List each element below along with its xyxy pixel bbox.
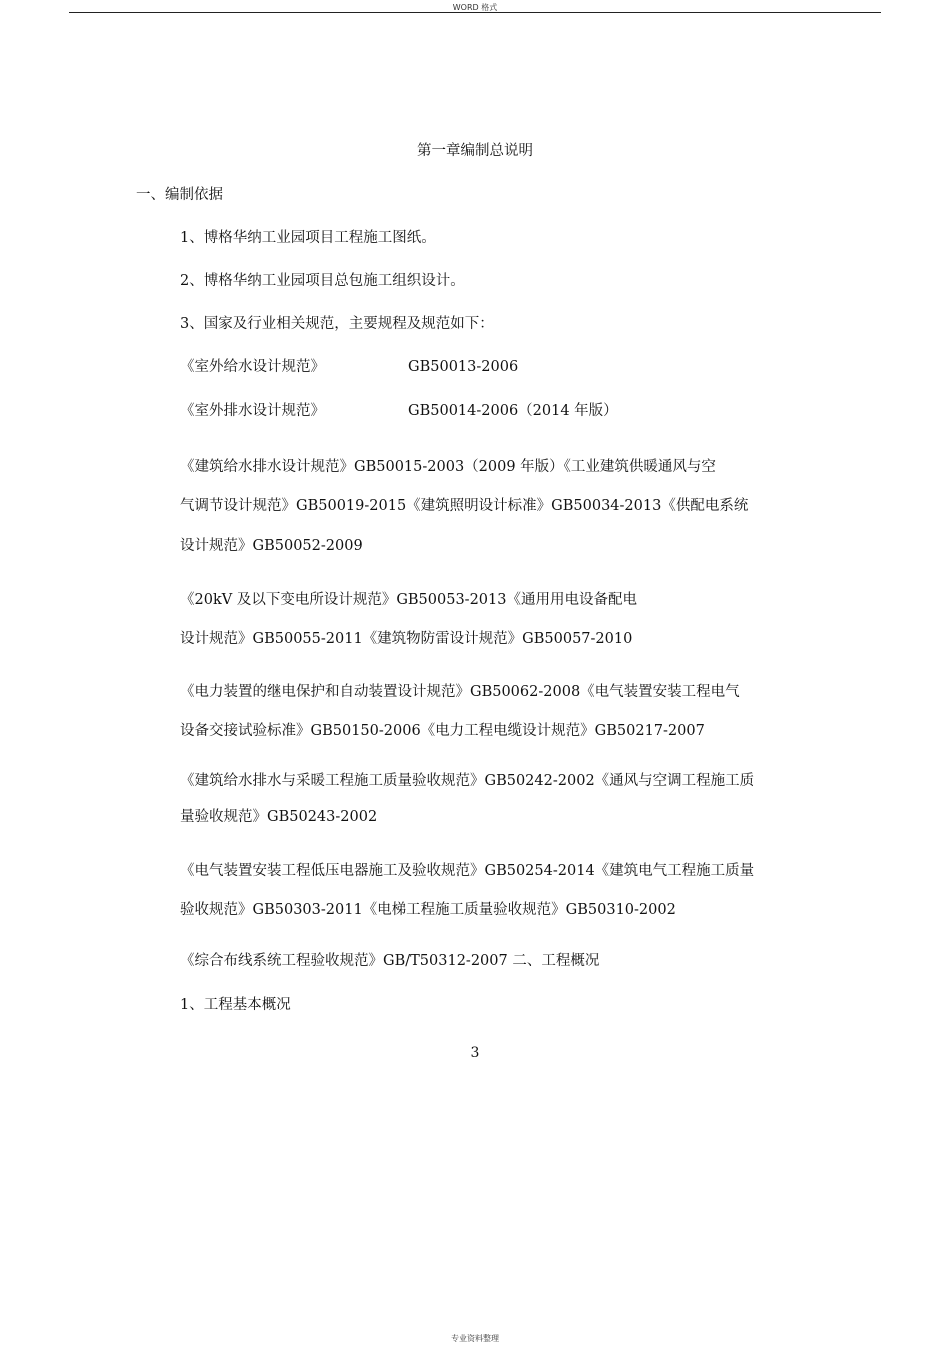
standard-code: GB50013-2006 xyxy=(408,359,519,375)
list-item: 3、国家及行业相关规范，主要规程及规范如下： xyxy=(180,316,494,332)
paragraph-line: 量验收规范》GB50243-2002 xyxy=(180,809,378,825)
paragraph-line: 设计规范》GB50052-2009 xyxy=(180,538,363,554)
paragraph-line: 1、工程基本概况 xyxy=(180,997,291,1013)
page-footer: 专业资料整理 xyxy=(451,1334,499,1343)
paragraph-line: 《20kV 及以下变电所设计规范》GB50053-2013《通用用电设备配电 xyxy=(180,592,637,608)
page-number: 3 xyxy=(470,1045,480,1061)
paragraph-line: 设备交接试验标准》GB50150-2006《电力工程电缆设计规范》GB50217-2007 xyxy=(180,723,705,739)
paragraph-line: 《建筑给水排水与采暖工程施工质量验收规范》GB50242-2002《通风与空调工程施工质 xyxy=(180,773,755,789)
chapter-title: 第一章编制总说明 xyxy=(417,143,533,159)
standard-name: 《室外给水设计规范》 xyxy=(180,359,325,375)
paragraph-line: 《电力装置的继电保护和自动装置设计规范》GB50062-2008《电气装置安装工程电气 xyxy=(180,684,740,700)
paragraph-line: 《综合布线系统工程验收规范》GB/T50312-2007 二、工程概况 xyxy=(180,953,600,969)
list-item: 1、博格华纳工业园项目工程施工图纸。 xyxy=(180,230,436,246)
paragraph-line: 《建筑给水排水设计规范》GB50015-2003（2009 年版）《工业建筑供暖通风与空 xyxy=(180,459,716,475)
list-item: 2、博格华纳工业园项目总包施工组织设计。 xyxy=(180,273,465,289)
paragraph-line: 《电气装置安装工程低压电器施工及验收规范》GB50254-2014《建筑电气工程施工质量 xyxy=(180,863,755,879)
header-rule xyxy=(69,12,881,13)
paragraph-line: 气调节设计规范》GB50019-2015《建筑照明设计标准》GB50034-2013《供配电系统 xyxy=(180,498,749,514)
standard-name: 《室外排水设计规范》 xyxy=(180,403,325,419)
paragraph-line: 验收规范》GB50303-2011《电梯工程施工质量验收规范》GB50310-2002 xyxy=(180,902,676,918)
standard-code: GB50014-2006（2014 年版） xyxy=(408,403,618,419)
paragraph-line: 设计规范》GB50055-2011《建筑物防雷设计规范》GB50057-2010 xyxy=(180,631,633,647)
section-heading: 一、编制依据 xyxy=(136,187,223,203)
page-header: WORD 格式 xyxy=(452,3,498,12)
